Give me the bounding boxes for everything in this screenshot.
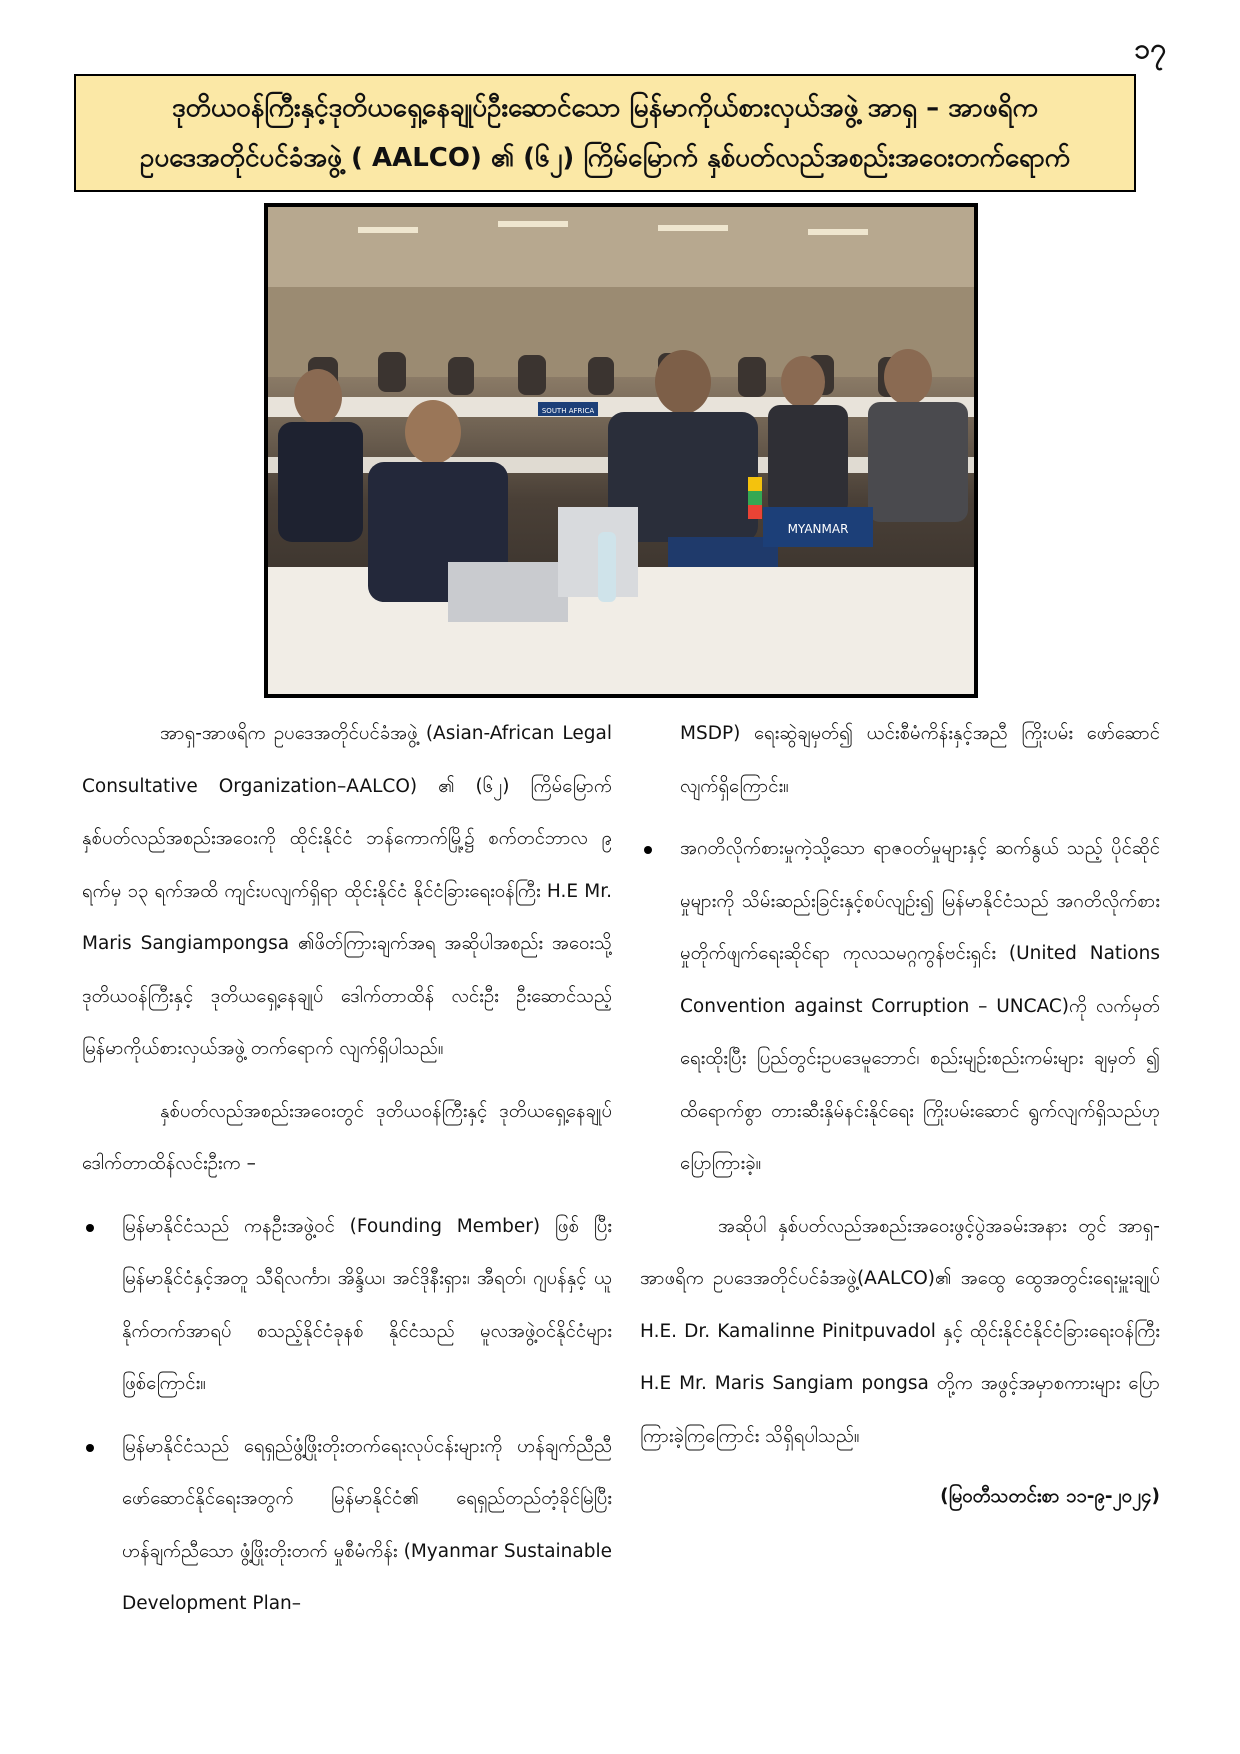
article-right-column	[640, 708, 1160, 1524]
headline-box	[74, 74, 1136, 192]
bullet-founding-member: မြန်မာနိုင်ငံသည် ကနဦးအဖွဲ့ဝင် (Founding Member) ဖြစ် ပြီး မြန်မာနိုင်ငံနှင့်အတူ သီရိလင်္ကာ၊ အိန္ဒိယ၊ အင်ဒိုနီးရှား၊ အီရတ်၊ ဂျပန်နှင့် ယူနိုက်တက်အာရပ် စသည့်နိုင်ငံခုနစ် နိုင်ငံသည် မူလအဖွဲ့ဝင်နိုင်ငံများဖြစ်ကြောင်း။	[82, 1201, 612, 1411]
page-number: ၁၇	[1134, 32, 1166, 65]
myanmar-nameplate: MYANMAR	[787, 522, 849, 536]
article-left-column	[82, 708, 612, 1631]
meeting-photo	[264, 203, 978, 698]
meeting-photo-illustration	[268, 207, 974, 694]
speech-intro-paragraph: နှစ်ပတ်လည်အစည်းအဝေးတွင် ဒုတိယဝန်ကြီးနှင့် ဒုတိယရှေ့နေချုပ် ဒေါက်တာထိန်လင်းဦးက –	[82, 1100, 612, 1174]
source-dateline: (မြဝတီသတင်းစာ ၁၁-၉-၂၀၂၄)	[940, 1486, 1160, 1507]
bullet-msdp: မြန်မာနိုင်ငံသည် ရေရှည်ဖွံ့ဖြိုးတိုးတက်ရေးလုပ်ငန်းများကို ဟန်ချက်ညီညီဖော်ဆောင်နိုင်ရေးအတွက် မြန်မာနိုင်ငံ၏ ရေရှည်တည်တံ့ခိုင်မြဲပြီး ဟန်ချက်ညီသော ဖွံ့ဖြိုးတိုးတက် မှုစီမံကိန်း (Myanmar Sustainable Development Plan–	[82, 1421, 612, 1631]
bullet-uncac: အဂတိလိုက်စားမှုကဲ့သို့သော ရာဇဝတ်မှုများနှင့် ဆက်နွယ် သည့် ပိုင်ဆိုင်မှုများကို သိမ်းဆည်းခြင်းနှင့်စပ်လျဉ်း၍ မြန်မာနိုင်ငံသည် အဂတိလိုက်စားမှုတိုက်ဖျက်ရေးဆိုင်ရာ ကုလသမဂ္ဂကွန်ဗင်းရှင်း (United Nations Convention against Corruption – UNCAC)ကို လက်မှတ်ရေးထိုးပြီး ပြည်တွင်းဥပဒေမူဘောင်၊ စည်းမျဉ်းစည်းကမ်းများ ချမှတ် ၍ ထိရောက်စွာ တားဆီးနှိမ်နင်းနိုင်ရေး ကြိုးပမ်းဆောင် ရွက်လျက်ရှိသည်ဟု ပြောကြားခဲ့။	[640, 823, 1160, 1191]
headline-line-1: ဒုတိယဝန်ကြီးနှင့်ဒုတိယရှေ့နေချုပ်ဦးဆောင်သော မြန်မာကိုယ်စားလှယ်အဖွဲ့ အာရှ – အာဖရိက	[172, 93, 1038, 123]
headline-line-2: ဥပဒေအတိုင်ပင်ခံအဖွဲ့ ( AALCO) ၏ (၆၂) ကြိမ်မြောက် နှစ်ပတ်လည်အစည်းအဝေးတက်ရောက်	[139, 143, 1071, 173]
south-africa-nameplate: SOUTH AFRICA	[541, 407, 595, 415]
opening-ceremony-paragraph: အဆိုပါ နှစ်ပတ်လည်အစည်းအဝေးဖွင့်ပွဲအခမ်းအနား တွင် အာရှ-အာဖရိက ဥပဒေအတိုင်ပင်ခံအဖွဲ့(AALCO)၏ အထွေ ထွေအတွင်းရေးမှူးချုပ် H.E. Dr. Kamalinne Pinitpuvadol နှင့် ထိုင်းနိုင်ငံနိုင်ငံခြားရေးဝန်ကြီး H.E Mr. Maris Sangiam pongsa တို့က အဖွင့်အမှာစကားများ ပြောကြားခဲ့ကြကြောင်း သိရှိရပါသည်။	[640, 1215, 1160, 1447]
bullet-msdp-continued: MSDP) ရေးဆွဲချမှတ်၍ ယင်းစီမံကိန်းနှင့်အညီ ကြိုးပမ်း ဖော်ဆောင်လျက်ရှိကြောင်း။	[680, 723, 1160, 797]
intro-paragraph: အာရှ-အာဖရိက ဥပဒေအတိုင်ပင်ခံအဖွဲ့ (Asian-African Legal Consultative Organization–AALCO) ၏ (၆၂) ကြိမ်မြောက် နှစ်ပတ်လည်အစည်းအဝေးကို ထိုင်းနိုင်ငံ ဘန်ကောက်မြို့၌ စက်တင်ဘာလ ၉ ရက်မှ ၁၃ ရက်အထိ ကျင်းပလျက်ရှိရာ ထိုင်းနိုင်ငံ နိုင်ငံခြားရေးဝန်ကြီး H.E Mr. Maris Sangiampongsa ၏ဖိတ်ကြားချက်အရ အဆိုပါအစည်း အဝေးသို့ ဒုတိယဝန်ကြီးနှင့် ဒုတိယရှေ့နေချုပ် ဒေါက်တာထိန် လင်းဦး ဦးဆောင်သည့် မြန်မာကိုယ်စားလှယ်အဖွဲ့ တက်ရောက် လျက်ရှိပါသည်။	[82, 723, 612, 1059]
